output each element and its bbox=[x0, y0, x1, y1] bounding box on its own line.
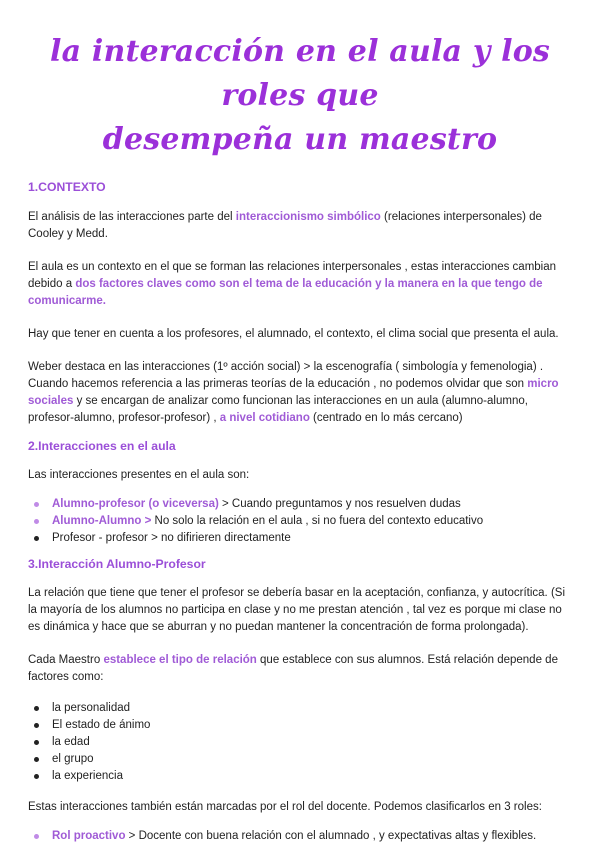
interactions-list bbox=[28, 496, 572, 547]
text-run: (centrado en lo más cercano) bbox=[309, 412, 463, 424]
paragraph-tener-en-cuenta: Hay que tener en cuenta a los profesores, el alumnado, el contexto, el clima social que presenta el aula. bbox=[28, 328, 559, 340]
paragraph-cada-maestro bbox=[28, 652, 572, 686]
highlight-alumno-profesor: Alumno-profesor (o viceversa) bbox=[52, 498, 219, 510]
highlight-alumno-alumno: Alumno-Alumno > bbox=[52, 515, 152, 527]
paragraph-relacion-profesor: La relación que tiene que tener el profesor se debería basar en la aceptación, confianza, y autocrítica. (Si la mayoría de los alumnos no participa en clase y no me prestan atención , tal vez es porque mi clase no es dinámica y hace que se aburran y no puedan mantener la concentración de forma prolongada). bbox=[28, 587, 565, 633]
paragraph-roles-intro: Estas interacciones también están marcadas por el rol del docente. Podemos clasificarlos en 3 roles: bbox=[28, 801, 542, 813]
title-line-1: la interacción en el aula y los roles que bbox=[49, 34, 551, 113]
text-run: > Docente con buena relación con el alumnado , y expectativas altas y flexibles. bbox=[125, 830, 537, 842]
bullet-icon bbox=[34, 740, 39, 745]
factor-text: la experiencia bbox=[52, 770, 123, 782]
text-run: Profesor - profesor > no difirieren directamente bbox=[52, 532, 291, 544]
paragraph-weber bbox=[28, 359, 572, 427]
bullet-icon bbox=[34, 502, 39, 507]
bullet-icon bbox=[34, 757, 39, 762]
text-run: El análisis de las interacciones parte del bbox=[28, 211, 236, 223]
bullet-icon bbox=[34, 774, 39, 779]
text-run: El aula es un contexto en el que se forman las relaciones interpersonales , estas interacciones cambian debido a bbox=[28, 261, 557, 290]
paragraph-interaccionismo bbox=[28, 209, 572, 243]
bullet-icon bbox=[34, 723, 39, 728]
factor-text: la edad bbox=[52, 736, 90, 748]
text-run: (relaciones interpersonales) de Cooley y Medd. bbox=[28, 211, 542, 240]
bullet-icon bbox=[34, 519, 39, 524]
list-item bbox=[28, 513, 572, 530]
text-run: No solo la relación en el aula , si no fuera del contexto educativo bbox=[151, 515, 484, 527]
text-run: Weber destaca en las interacciones (1º acción social) > la escenografía ( simbología y femenologia) . Cuando hacemos referencia a las primeras teorías de la educación , no podemos olvidar que son bbox=[28, 361, 544, 390]
roles-list bbox=[28, 828, 572, 845]
list-item bbox=[28, 717, 572, 734]
paragraph-interacciones-intro: Las interacciones presentes en el aula son: bbox=[28, 469, 250, 481]
text-run: Cada Maestro bbox=[28, 654, 104, 666]
list-item bbox=[28, 734, 572, 751]
list-item bbox=[28, 530, 572, 547]
text-run: y se encargan de analizar como funcionan las interacciones en un aula (alumno-alumno, profesor-alumno, profesor-profesor) , bbox=[28, 395, 528, 424]
highlight-nivel-cotidiano: a nivel cotidiano bbox=[219, 412, 310, 424]
factor-text: la personalidad bbox=[52, 702, 131, 714]
highlight-tipo-relacion: establece el tipo de relación bbox=[103, 654, 257, 666]
factor-text: el grupo bbox=[52, 753, 94, 765]
title-line-2: desempeña un maestro bbox=[102, 122, 498, 157]
bullet-icon bbox=[34, 536, 39, 541]
paragraph-aula-contexto bbox=[28, 259, 572, 310]
highlight-micro-sociales: micro sociales bbox=[28, 378, 559, 407]
list-item bbox=[28, 700, 572, 717]
document-title bbox=[28, 0, 572, 162]
section-heading-interacciones: 2.Interacciones en el aula bbox=[28, 439, 176, 453]
bullet-icon bbox=[34, 706, 39, 711]
list-item bbox=[28, 828, 572, 845]
text-run: que establece con sus alumnos. Está relación depende de factores como: bbox=[28, 654, 558, 683]
section-heading-contexto: 1.CONTEXTO bbox=[28, 180, 106, 194]
section-heading-alumno-profesor: 3.Interacción Alumno-Profesor bbox=[28, 557, 206, 571]
list-item bbox=[28, 768, 572, 785]
highlight-dos-factores: dos factores claves como son el tema de la educación y la manera en la que tengo de comunicarme. bbox=[28, 278, 543, 307]
highlight-rol-proactivo: Rol proactivo bbox=[52, 830, 126, 842]
bullet-icon bbox=[34, 834, 39, 839]
factor-text: El estado de ánimo bbox=[52, 719, 151, 731]
highlight-interaccionismo: interaccionismo simbólico bbox=[235, 211, 381, 223]
text-run: > Cuando preguntamos y nos resuelven dudas bbox=[218, 498, 461, 510]
list-item bbox=[28, 751, 572, 768]
factors-list bbox=[28, 700, 572, 785]
list-item bbox=[28, 496, 572, 513]
